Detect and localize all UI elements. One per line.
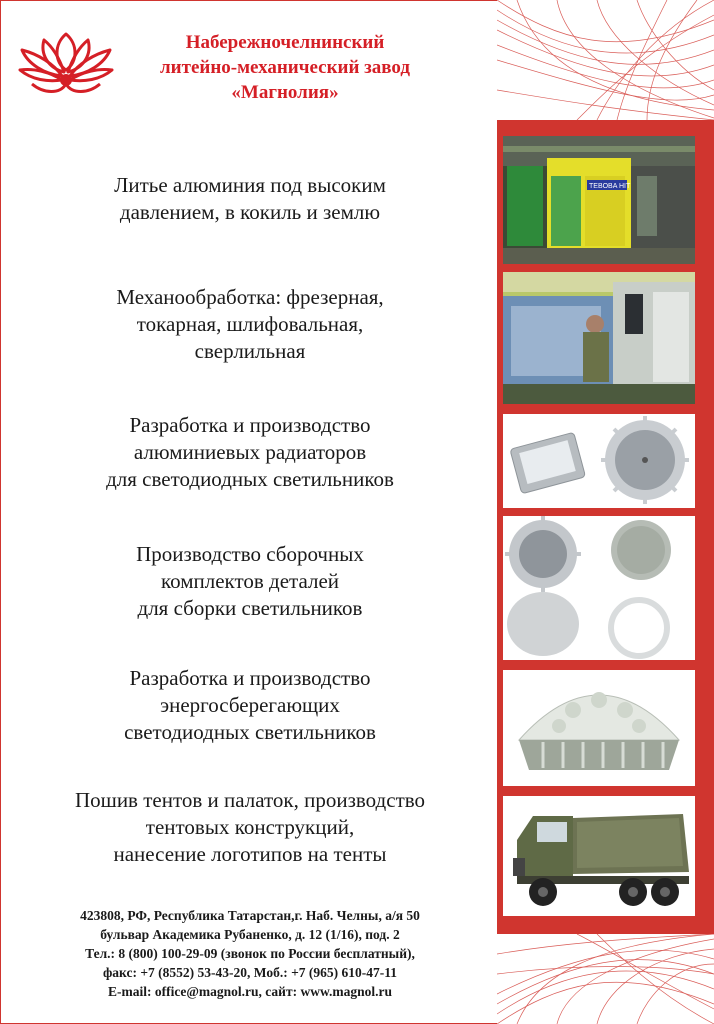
service-line: Механообработка: фрезерная, — [116, 285, 384, 309]
service-line: нанесение логотипов на тенты — [113, 842, 387, 866]
service-line: Разработка и производство — [129, 666, 371, 690]
company-line: Набережночелнинский — [185, 32, 385, 53]
service-line: для сборки светильников — [137, 596, 363, 620]
service-machining — [10, 284, 490, 365]
service-tents — [10, 787, 490, 868]
company-line: литейно-механический завод — [160, 57, 410, 78]
service-line: для светодиодных светильников — [106, 467, 394, 491]
fax-line: факс: +7 (8552) 53-43-20, Моб.: +7 (965) 610-47-11 — [102, 965, 398, 980]
tent-truck-photo — [503, 796, 695, 916]
contact-block — [10, 906, 490, 1001]
service-line: комплектов деталей — [160, 569, 340, 593]
phone-line: Тел.: 8 (800) 100-29-09 (звонок по России бесплатный), — [85, 946, 415, 961]
service-line: давлением, в кокиль и землю — [119, 200, 381, 224]
service-line: светодиодных светильников — [124, 720, 376, 744]
decorative-pattern-top — [497, 0, 714, 120]
service-line: сверлильная — [194, 339, 306, 363]
email-link[interactable]: E-mail: office@magnol.ru, сайт: www.magnol.ru — [108, 984, 392, 999]
address-line: 423808, РФ, Республика Татарстан,г. Наб. Челны, а/я 50 — [80, 908, 420, 923]
service-assembly-kits — [10, 541, 490, 622]
magnolia-logo-icon — [14, 24, 118, 102]
service-led-lamps — [10, 665, 490, 746]
address-line: бульвар Академика Рубаненко, д. 12 (1/16), под. 2 — [100, 927, 400, 942]
service-casting — [10, 172, 490, 226]
radiators-photo — [503, 414, 695, 508]
service-line: Пошив тентов и палаток, производство — [74, 788, 426, 812]
decorative-pattern-bottom — [497, 934, 714, 1024]
service-line: токарная, шлифовальная, — [136, 312, 364, 336]
service-radiators — [10, 412, 490, 493]
machine-sign-text: TEBOBA HIT — [589, 183, 631, 190]
service-line: энергосберегающих — [160, 693, 340, 717]
service-line: тентовых конструкций, — [145, 815, 355, 839]
assembly-kit-photo — [503, 516, 695, 660]
company-line: «Магнолия» — [231, 82, 339, 103]
led-lamp-photo — [503, 670, 695, 786]
cnc-operator-photo — [503, 272, 695, 404]
company-name — [120, 30, 450, 105]
service-line: Разработка и производство — [129, 413, 371, 437]
casting-machine-photo — [503, 136, 695, 264]
service-line: Производство сборочных — [136, 542, 364, 566]
service-line: Литье алюминия под высоким — [114, 173, 386, 197]
service-line: алюминиевых радиаторов — [133, 440, 367, 464]
